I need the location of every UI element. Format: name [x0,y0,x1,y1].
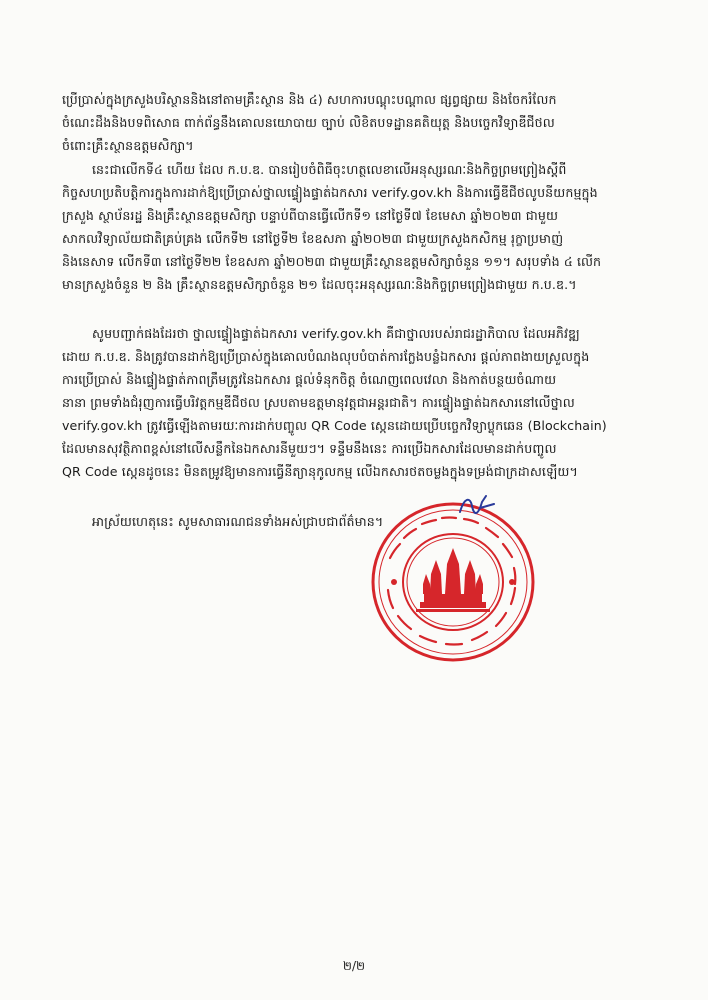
text-line: និងនេសាទ លើកទី៣ នៅថ្ងៃទី២២ ខែឧសភា ឆ្នាំ២០២៣ ជាមួយគ្រឹះស្ថានឧត្តមសិក្សាចំនួន ១១។ សរុបទាំង ៤ លើក [62,254,602,269]
text-line: នានា ព្រមទាំងជំរុញការធ្វើបរិវត្តកម្មឌីជីថល ស្របតាមឧត្តមានុវត្តជាអន្តរជាតិ។ ការផ្ទៀងផ្ទាត់ឯកសារនៅលើថ្នាល [62,395,575,410]
paragraph-1 [62,88,644,157]
text-line: ដោយ ក.ប.ឌ. និងត្រូវបានដាក់ឱ្យប្រើប្រាស់ក្នុងគោលបំណងលុបបំបាត់ការក្លែងបន្លំឯកសារ ផ្តល់ភាពងាយស្រួលក្នុង [62,349,590,364]
paragraph-2 [62,158,644,296]
text-line: មានក្រសួងចំនួន ២ និង គ្រឹះស្ថានឧត្តមសិក្សាចំនួន ២១ ដែលចុះអនុស្សរណៈនិងកិច្ចព្រមព្រៀងជាមួយ ក.ប.ឌ.។ [62,277,577,292]
text-line: នេះជាលើកទី៤ ហើយ ដែល ក.ប.ឌ. បានរៀបចំពិធីចុះហត្ថលេខាលើអនុស្សរណៈនិងកិច្ចព្រមព្រៀងស្តីពី [92,162,567,177]
text-line: ចំណេះដឹងនិងបទពិសោធ ពាក់ព័ន្ធនឹងគោលនយោបាយ ច្បាប់ លិខិតបទដ្ឋានគតិយុត្ត និងបច្ចេកវិទ្យាឌីជីថល [62,115,555,130]
official-seal-icon [368,498,538,666]
text-line: សាកលវិទ្យាល័យជាតិគ្រប់គ្រង លើកទី២ នៅថ្ងៃទី២ ខែឧសភា ឆ្នាំ២០២៣ ជាមួយក្រសួងកសិកម្ម រុក្ខាប្រមាញ់ [62,231,564,246]
page-number: ២/២ [342,959,366,973]
paragraph-3 [62,322,644,483]
text-line: សូមបញ្ជាក់ផងដែរថា ថ្នាលផ្ទៀងផ្ទាត់ឯកសារ verify.gov.kh គឺជាថ្នាលរបស់រាជរដ្ឋាភិបាល ដែលអភិវឌ្ឍ [92,326,580,341]
text-line: ចំពោះគ្រឹះស្ថានឧត្តមសិក្សា។ [62,138,194,153]
text-line: កិច្ចសហប្រតិបត្តិការក្នុងការដាក់ឱ្យប្រើប្រាស់ថ្នាលផ្ទៀងផ្ទាត់ឯកសារ verify.gov.kh និងការធ្វើឌីជីថលូបនីយកម្មក្នុង [62,185,598,200]
paragraph-4 [62,510,644,533]
text-line: verify.gov.kh ត្រូវធ្វើឡើងតាមរយៈការដាក់បញ្ចូល QR Code ស្កេនដោយប្រើបច្ចេកវិទ្យាប្លុកឆេន (Blockchain) [62,418,607,433]
signature-icon [456,492,496,520]
text-line: ក្រសួង ស្ថាប័នរដ្ឋ និងគ្រឹះស្ថានឧត្តមសិក្សា បន្ទាប់ពីបានធ្វើលើកទី១ នៅថ្ងៃទី៧ ខែមេសា ឆ្នាំ២០២៣ ជាមួយ [62,208,559,223]
text-line: QR Code ស្កេនដូចនេះ មិនតម្រូវឱ្យមានការធ្វើនីត្យានុកូលកម្ម លើឯកសារថតចម្លងក្នុងទម្រង់ជាក្រដាសឡើយ។ [62,464,578,479]
text-line: អាស្រ័យហេតុនេះ សូមសាធារណជនទាំងអស់ជ្រាបជាព័ត៌មាន។ [92,514,384,529]
text-line: ការប្រើប្រាស់ និងផ្ទៀងផ្ទាត់ភាពត្រឹមត្រូវនៃឯកសារ ផ្តល់ទំនុកចិត្ត ចំណេញពេលវេលា និងកាត់បន្ថយចំណាយ [62,372,557,387]
text-line: ប្រើប្រាស់ក្នុងក្រសួងបរិស្ថាននិងនៅតាមគ្រឹះស្ថាន និង ៤) សហការបណ្តុះបណ្តាល ផ្សព្វផ្សាយ និងចែករំលែក [62,92,557,107]
text-line: ដែលមានសុវត្ថិភាពខ្ពស់នៅលើសន្លឹកនៃឯកសារនីមួយៗ។ ទន្ទឹមនឹងនេះ ការប្រើឯកសារដែលមានដាក់បញ្ចូល [62,441,557,456]
